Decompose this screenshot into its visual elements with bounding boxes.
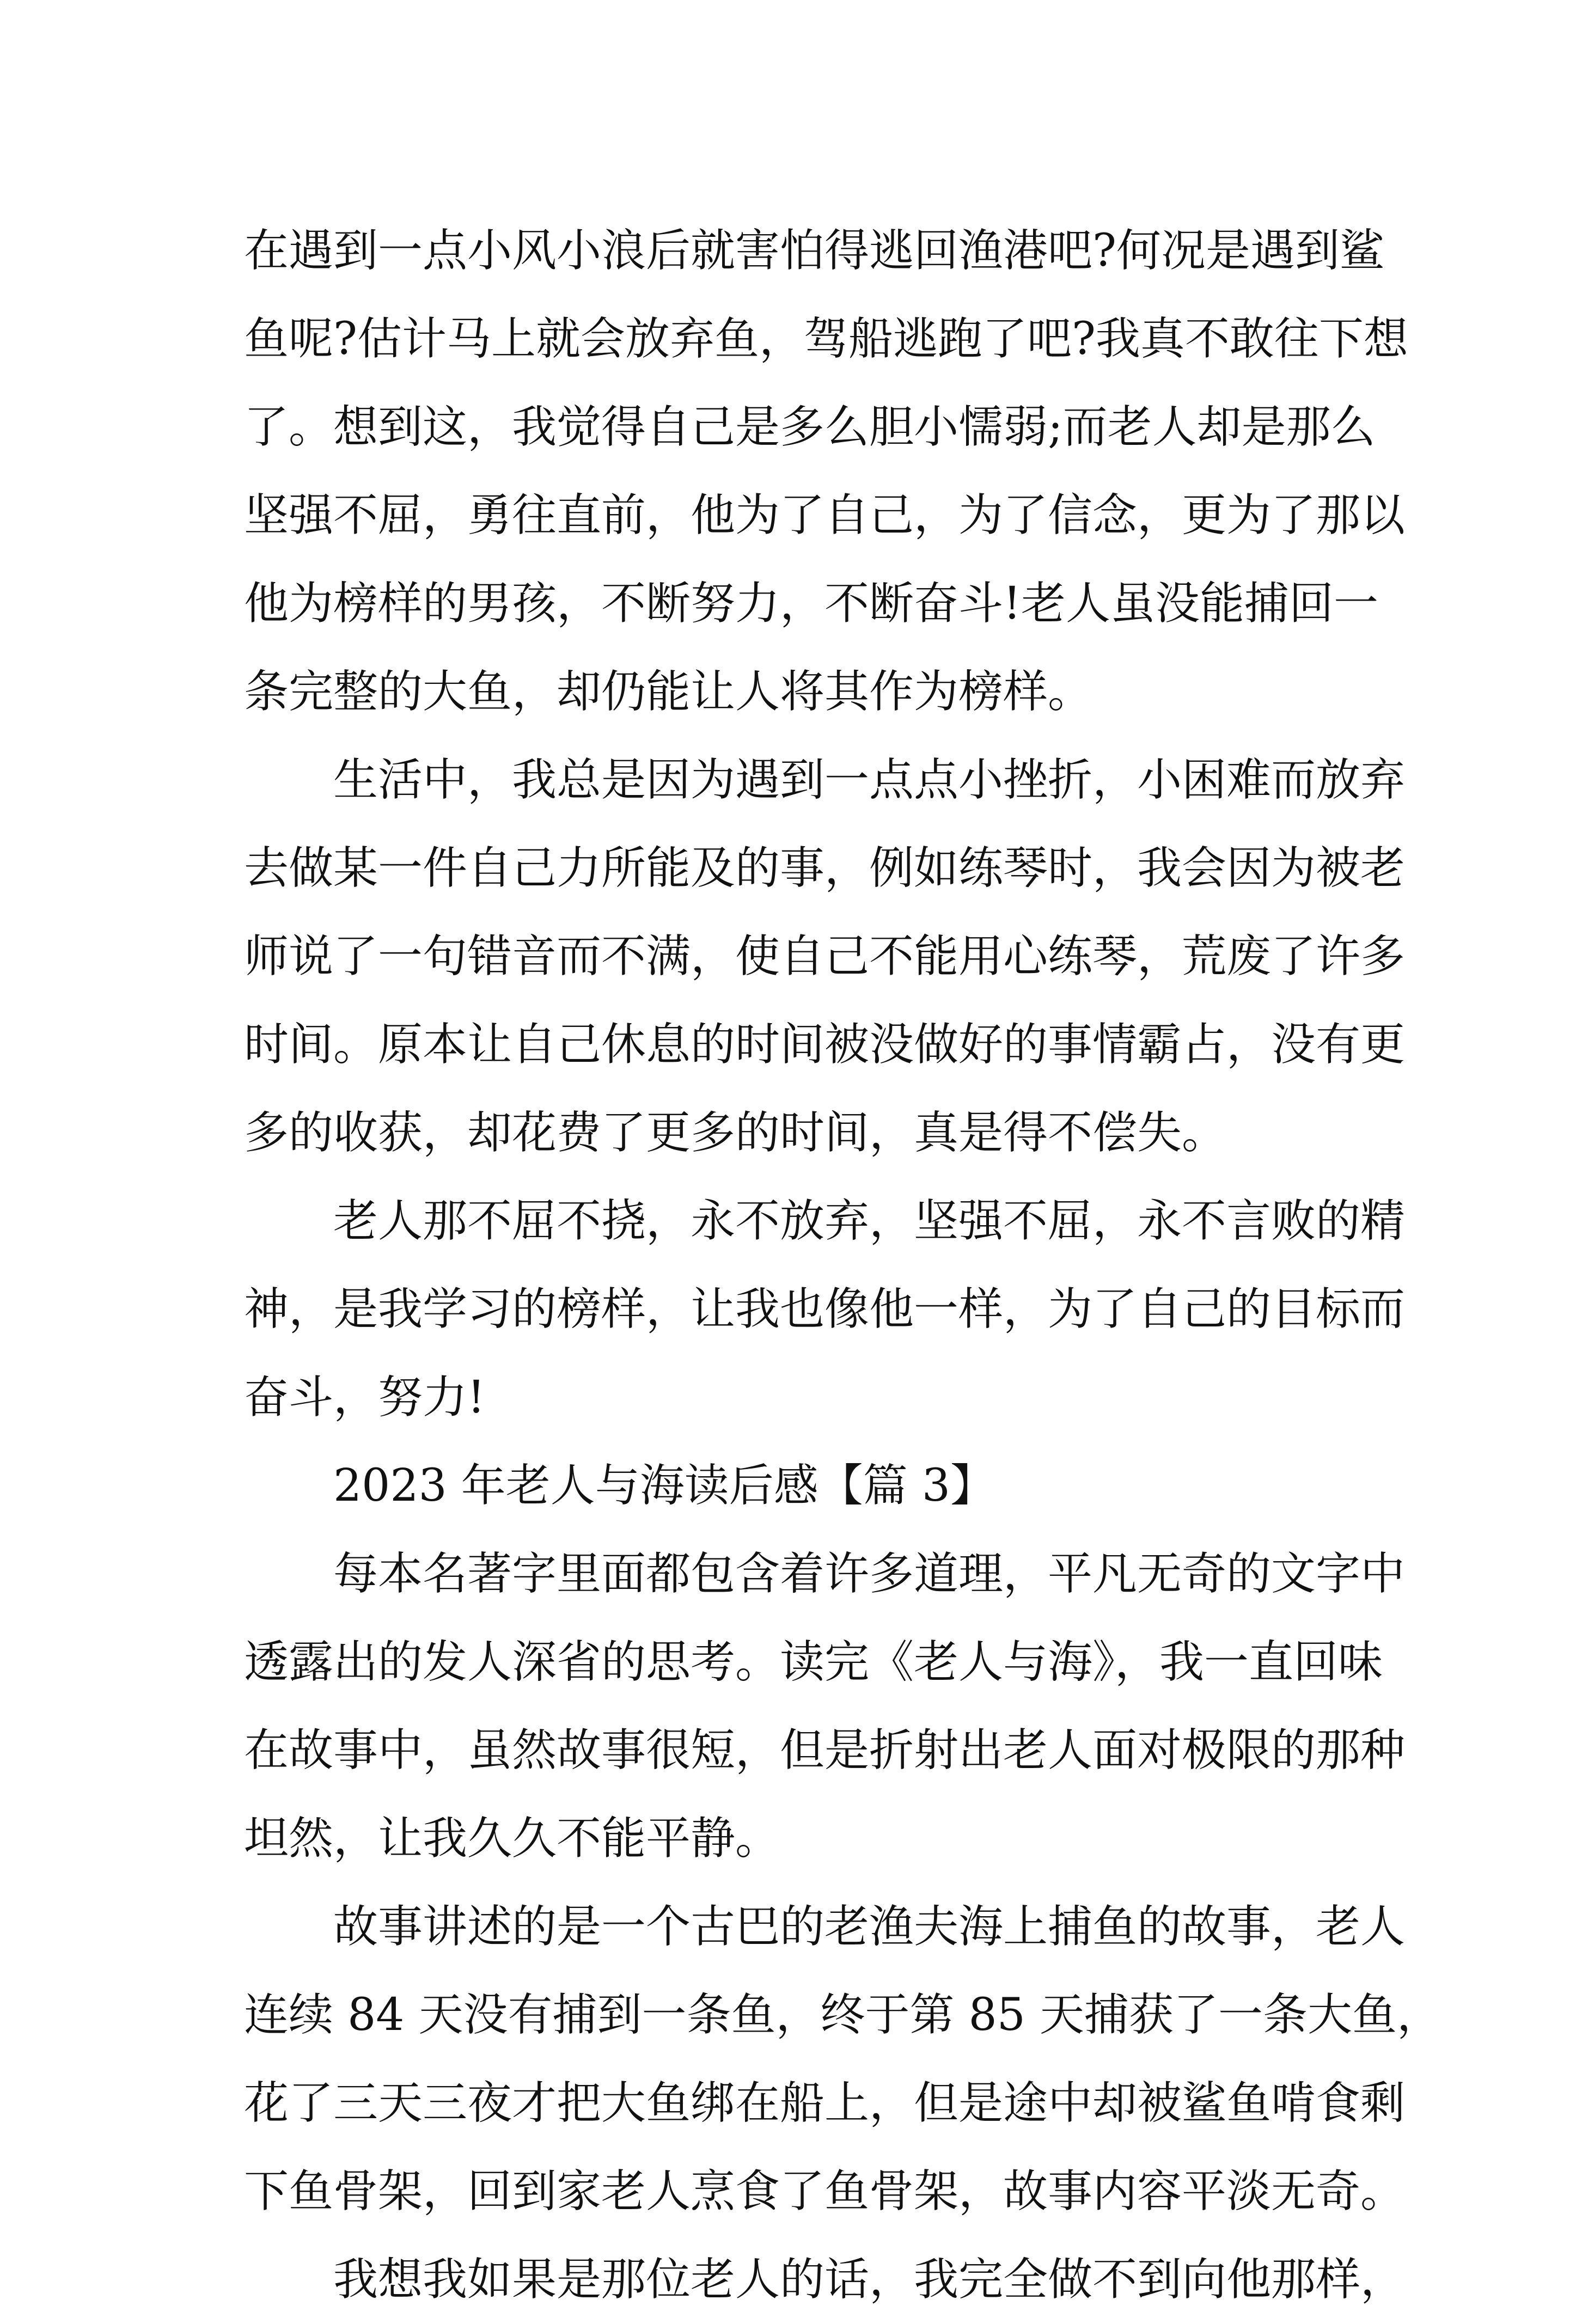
text-line: 鱼呢?估计马上就会放弃鱼，驾船逃跑了吧?我真不敢往下想 — [244, 313, 1408, 365]
text-line: 花了三天三夜才把大鱼绑在船上，但是途中却被鲨鱼啃食剩 — [244, 2077, 1406, 2129]
section-heading: 2023 年老人与海读后感【篇 3】 — [333, 1460, 995, 1512]
paragraph-first-line: 生活中，我总是因为遇到一点点小挫折，小困难而放弃 — [333, 754, 1406, 806]
text-line: 去做某一件自己力所能及的事，例如练琴时，我会因为被老 — [244, 842, 1406, 894]
text-line: 坚强不屈，勇往直前，他为了自己，为了信念，更为了那以 — [244, 490, 1406, 541]
paragraph-first-line: 我想我如果是那位老人的话，我完全做不到向他那样， — [333, 2254, 1406, 2305]
document-body — [244, 207, 1441, 2324]
text-line: 师说了一句错音而不满，使自己不能用心练琴，荒废了许多 — [244, 931, 1406, 982]
text-line: 条完整的大鱼，却仍能让人将其作为榜样。 — [244, 666, 1093, 718]
paragraph-first-line: 故事讲述的是一个古巴的老渔夫海上捕鱼的故事，老人 — [333, 1901, 1406, 1953]
text-line: 坦然，让我久久不能平静。 — [244, 1813, 780, 1864]
text-line: 他为榜样的男孩，不断努力，不断奋斗!老人虽没能捕回一 — [244, 578, 1378, 629]
text-line: 在遇到一点小风小浪后就害怕得逃回渔港吧?何况是遇到鲨 — [244, 225, 1384, 277]
text-line: 透露出的发人深省的思考。读完《老人与海》，我一直回味 — [244, 1636, 1383, 1688]
paragraph-first-line: 老人那不屈不挠，永不放弃，坚强不屈，永不言败的精 — [333, 1195, 1406, 1247]
text-line: 时间。原本让自己休息的时间被没做好的事情霸占，没有更 — [244, 1019, 1406, 1071]
paragraph-first-line: 每本名著字里面都包含着许多道理，平凡无奇的文字中 — [333, 1548, 1406, 1600]
text-line: 在故事中，虽然故事很短，但是折射出老人面对极限的那种 — [244, 1724, 1406, 1776]
text-line: 奋斗，努力! — [244, 1372, 485, 1423]
text-line: 多的收获，却花费了更多的时间，真是得不偿失。 — [244, 1107, 1227, 1159]
text-line: 神，是我学习的榜样，让我也像他一样，为了自己的目标而 — [244, 1283, 1406, 1335]
text-line: 了。想到这，我觉得自己是多么胆小懦弱;而老人却是那么 — [244, 401, 1376, 453]
text-line: 下鱼骨架，回到家老人烹食了鱼骨架，故事内容平淡无奇。 — [244, 2166, 1406, 2217]
text-line: 连续 84 天没有捕到一条鱼，终于第 85 天捕获了一条大鱼， — [244, 1989, 1441, 2041]
